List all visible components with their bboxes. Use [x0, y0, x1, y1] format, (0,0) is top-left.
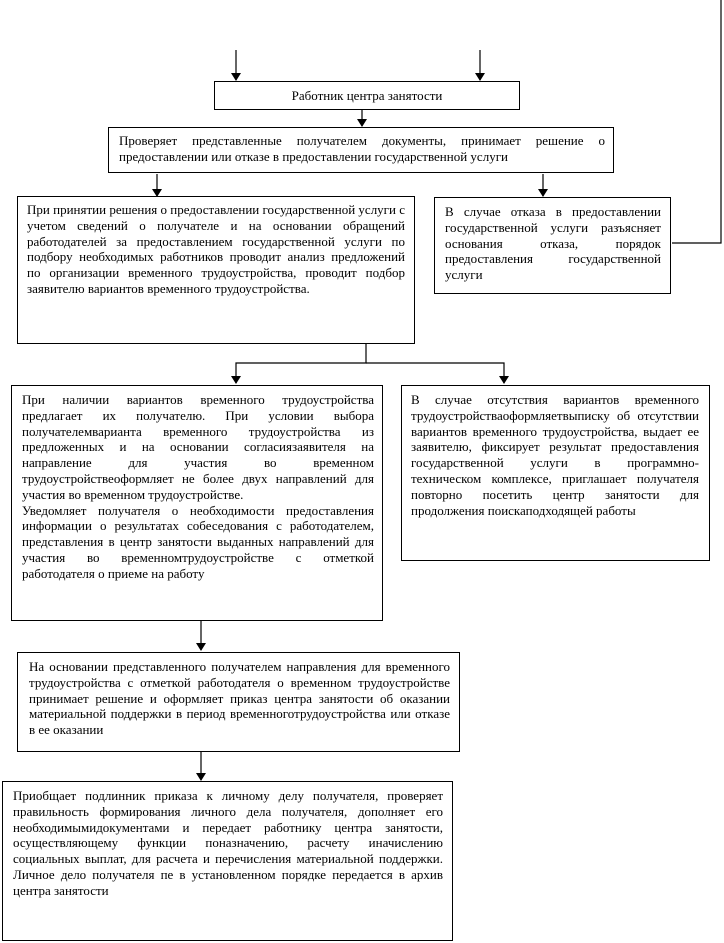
- options-available-text-2: Уведомляет получателя о необходимости предоставления информации о результатах собеседования с работодателем, представления в центр занятости выданных направлений для участия во временномтрудоустройстве с отметкой работодателя о приеме на работу: [22, 502, 374, 581]
- split-line-right: [366, 363, 504, 383]
- decision-refuse-box: [434, 197, 671, 294]
- support-order-box: [17, 652, 460, 752]
- decision-accept-box: [17, 196, 415, 344]
- support-order-text: На основании представленного получателем направления для временного трудоустройства с отметкой работодателя о временном трудоустройстве принимает решение и оформляет приказ центра занятости об оказании материальной поддержки в период временноготрудоустройства или отказе в ее оказании: [29, 659, 450, 738]
- options-available-box: [11, 385, 383, 621]
- check-documents-box: [108, 127, 614, 173]
- options-available-text-1: При наличии вариантов временного трудоустройства предлагает их получателю. При условии выбора получателемварианта временного трудоустройства из предложенных и на основании согласиязаявителя на направление для участия во временном трудоустройствеоформляет не более двух направлений для участия во временном трудоустройстве.: [22, 392, 374, 502]
- no-options-text: В случае отсутствия вариантов временного трудоустройстваоформляетвыписку об отсутствии вариантов временного трудоустройства, выдает ее заявителю, фиксирует результат предоставления государственной услуги в программно-техническом комплексе, приглашает получателя повторно посетить центр занятости для продолжения поискаподходящей работы: [411, 392, 699, 518]
- worker-box: [214, 81, 520, 110]
- archive-box: [2, 781, 453, 941]
- no-options-box: [401, 385, 710, 561]
- decision-accept-text: При принятии решения о предоставлении государственной услуги с учетом сведений о получателе и на основании обращений работодателей за предоставлением государственной услуги по подбору необходимых работников проводит анализ предложений по организации временного трудоустройства, проводит подбор заявителю вариантов временного трудоустройства.: [27, 202, 405, 296]
- decision-refuse-text: В случае отказа в предоставлении государственной услуги разъясняет основания отказа, порядок предоставления государственной услуги: [445, 204, 661, 283]
- check-documents-text: Проверяет представленные получателем документы, принимает решение о предоставлении или отказе в предоставлении государственной услуги: [119, 133, 605, 164]
- worker-label: Работник центра занятости: [291, 88, 443, 103]
- archive-text: Приобщает подлинник приказа к личному делу получателя, проверяет правильность формирования личного дела получателя, дополняет его необходимымидокументами и передает работнику центра занятости, осуществляющему функции поназначению, расчету иначислению социальных выплат, для расчета и перечисления материальной поддержки. Личное дело получателя пе в установленном порядке передается в архив центра занятости: [13, 788, 443, 898]
- feedback-line: [672, 0, 721, 243]
- split-line: [236, 343, 366, 383]
